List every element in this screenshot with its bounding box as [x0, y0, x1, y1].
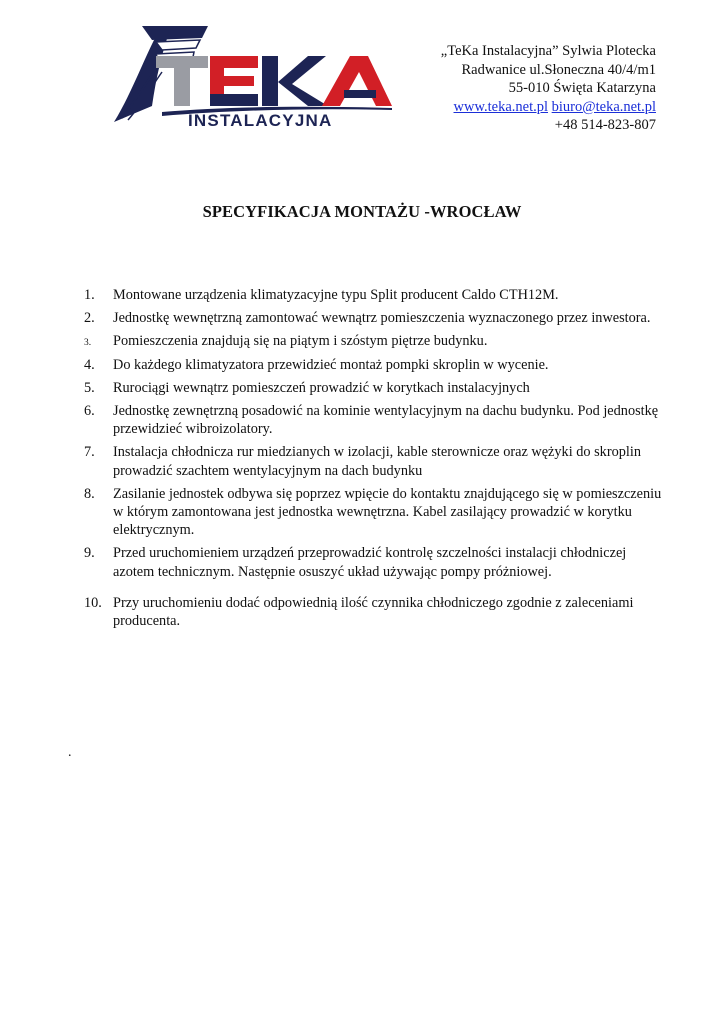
list-item-text: Zasilanie jednostek odbywa się poprzez wpięcie do kontaktu znajdującego się w pomieszczeniu w którym zamontowana jest jednostka wewnętrzna. Kabel zasilający prowadzić w korytku elektrycznym. [113, 485, 662, 539]
list-item-number: 1. [84, 287, 95, 303]
list-item-number: 8. [84, 485, 95, 502]
document-title: SPECYFIKACJA MONTAŻU -WROCŁAW [202, 202, 522, 221]
list-item-number: 5. [84, 379, 95, 396]
list-item-number: 10. [84, 594, 102, 611]
list-item [84, 544, 664, 580]
list-item [84, 286, 664, 304]
list-item-text: Jednostkę wewnętrzną zamontować wewnątrz pomieszczenia wyznaczonego przez inwestora. [113, 310, 651, 327]
list-item-text: Rurociągi wewnątrz pomieszczeń prowadzić w korytkach instalacyjnych [113, 379, 530, 396]
list-item-number: 6. [84, 403, 95, 420]
list-item-text: Montowane urządzenia klimatyzacyjne typu Split producent Caldo CTH12M. [113, 287, 559, 303]
list-item-text: Do każdego klimatyzatora przewidzieć montaż pompki skroplin w wycenie. [113, 356, 549, 373]
list-item [84, 594, 664, 630]
email-link[interactable]: biuro@teka.net.pl [551, 98, 656, 115]
stray-dot: . [68, 745, 72, 760]
list-item-number: 3. [84, 338, 92, 349]
company-address-street: Radwanice ul.Słoneczna 40/4/m1 [461, 61, 656, 78]
list-item [84, 356, 664, 374]
list-item [84, 309, 664, 327]
list-item [84, 485, 664, 540]
list-item [84, 379, 664, 397]
website-link[interactable]: www.teka.net.pl [453, 98, 549, 115]
list-item-text: Przy uruchomieniu dodać odpowiednią ilość czynnika chłodniczego zgodnie z zaleceniami producenta. [113, 594, 634, 630]
list-item-number: 9. [84, 545, 95, 562]
logo-subtext: INSTALACYJNA [188, 111, 333, 130]
list-item [84, 402, 664, 438]
list-item-number: 4. [84, 356, 95, 373]
company-phone: +48 514-823-807 [554, 117, 656, 134]
specification-list [84, 286, 664, 635]
company-links [356, 98, 656, 117]
list-item-number: 7. [84, 444, 95, 461]
list-item-number: 2. [84, 310, 95, 327]
list-item-text: Instalacja chłodnicza rur miedzianych w izolacji, kable sterownicze oraz wężyki do skroplin prowadzić szachtem wentylacyjnym na dach budynku [113, 444, 641, 479]
list-item-text: Przed uruchomieniem urządzeń przeprowadzić kontrolę szczelności instalacji chłodniczej azotem technicznym. Następnie osuszyć układ używając pompy próżniowej. [113, 545, 627, 580]
list-item [84, 332, 664, 350]
list-item-text: Pomieszczenia znajdują się na piątym i szóstym piętrze budynku. [113, 333, 488, 350]
company-address-city: 55-010 Święta Katarzyna [508, 80, 656, 97]
list-item-text: Jednostkę zewnętrzną posadowić na kominie wentylacyjnym na dachu budynku. Pod jednostkę przewidzieć wibroizolatory. [113, 403, 659, 438]
company-name: „TeKa Instalacyjna” Sylwia Plotecka [440, 43, 656, 59]
company-info [356, 42, 656, 135]
teka-logo [112, 26, 392, 130]
list-item [84, 443, 664, 479]
